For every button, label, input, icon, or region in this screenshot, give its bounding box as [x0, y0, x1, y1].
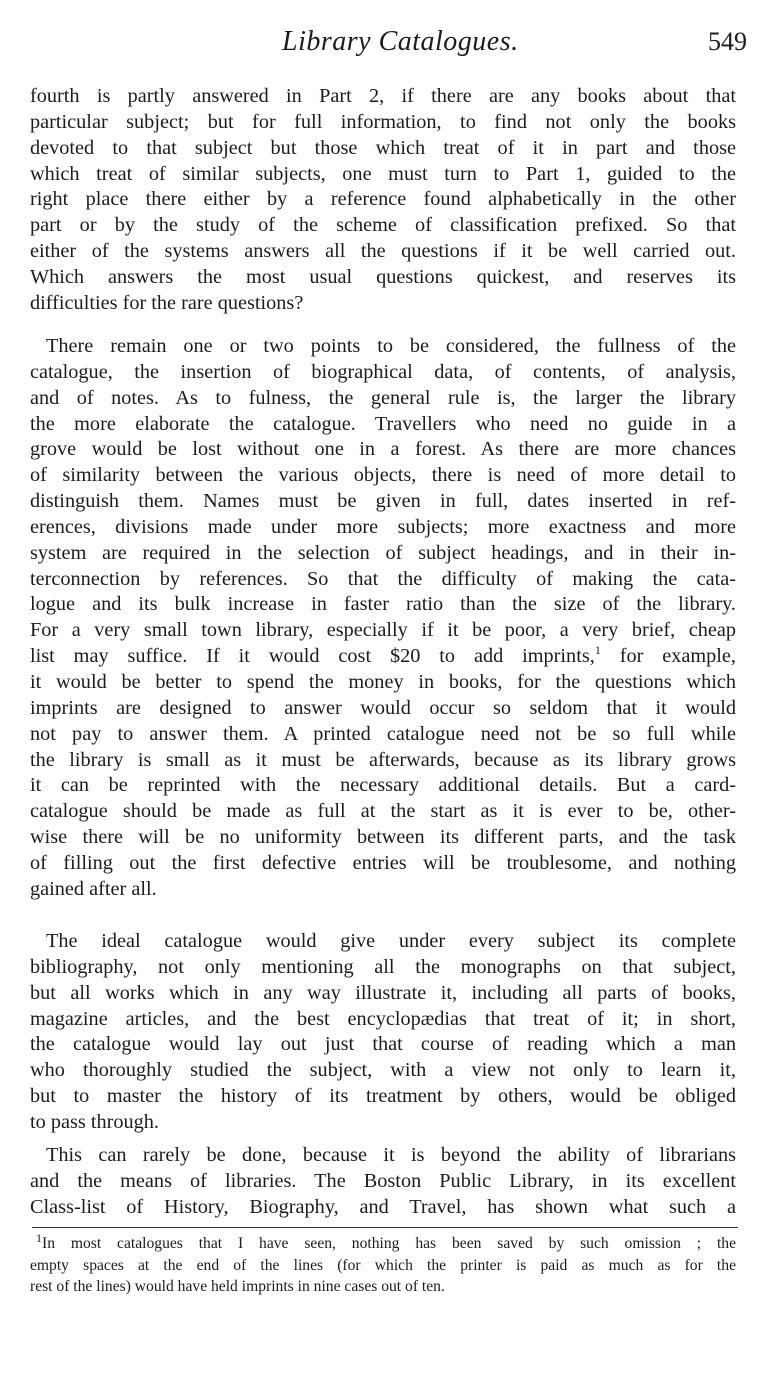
text-line: imprints are designed to answer would occur so seldom that it would	[30, 696, 736, 719]
text-line: There remain one or two points to be considered, the fullness of the	[46, 335, 736, 357]
text-line: fourth is partly answered in Part 2, if there are any books about that	[30, 85, 736, 107]
text-line: particular subject; but for full information, to find not only the books	[30, 110, 736, 133]
text-line: it can be reprinted with the necessary additional details. But a card-	[30, 774, 736, 797]
page-header	[0, 26, 773, 66]
text-line: This can rarely be done, because it is beyond the ability of librarians	[46, 1144, 736, 1166]
text-line: the library is small as it must be afterwards, because as its library grows	[30, 748, 736, 771]
text-line: terconnection by references. So that the difficulty of making the cata-	[30, 567, 736, 590]
text-line: difficulties for the rare questions?	[30, 291, 304, 314]
text-line: part or by the study of the scheme of classification prefixed. So that	[30, 214, 736, 237]
text-line: magazine articles, and the best encyclopædias that treat of it; in short,	[30, 1007, 736, 1030]
paragraph-1	[30, 84, 736, 317]
text-line: either of the systems answers all the questions if it be well carried out.	[30, 240, 736, 263]
footnote-line: rest of the lines) would have held imprints in nine cases out of ten.	[30, 1278, 445, 1295]
footnote	[30, 1233, 736, 1298]
text-line: of filling out the first defective entries will be troublesome, and nothing	[30, 851, 736, 874]
page-number: 549	[708, 27, 747, 56]
footnote-marker: 1	[36, 1233, 42, 1245]
footnote-line: empty spaces at the end of the lines (for which the printer is paid as much as for the	[30, 1256, 736, 1274]
text-line: grove would be lost without one in a forest. As there are more chances	[30, 438, 736, 461]
text-segment: list may suffice. If it would cost $20 to add imprints,	[30, 645, 595, 668]
text-line: distinguish them. Names must be given in full, dates inserted in ref-	[30, 490, 736, 513]
footnote-reference[interactable]: 1	[594, 644, 601, 658]
text-line: to pass through.	[30, 1110, 160, 1133]
text-segment: for example,	[600, 645, 736, 668]
paragraph-2	[30, 334, 736, 903]
text-line: the more elaborate the catalogue. Travellers who need no guide in a	[30, 412, 736, 435]
text-line: it would be better to spend the money in books, for the questions which	[30, 670, 736, 693]
text-line: and the means of libraries. The Boston Public Library, in its excellent	[30, 1169, 736, 1192]
text-line: but all works which in any way illustrate it, including all parts of books,	[30, 981, 736, 1004]
text-line: not pay to answer them. A printed catalogue need not be so full while	[30, 722, 736, 745]
text-line: Class-list of History, Biography, and Travel, has shown what such a	[30, 1195, 736, 1218]
text-line: Which answers the most usual questions quickest, and reserves its	[30, 265, 736, 288]
text-line: but to master the history of its treatment by others, would be obliged	[30, 1085, 736, 1108]
text-line: system are required in the selection of subject headings, and in their in-	[30, 541, 736, 564]
text-line: devoted to that subject but those which treat of it in part and those	[30, 136, 736, 159]
text-line: who thoroughly studied the subject, with a view not only to learn it,	[30, 1059, 736, 1082]
footnote-line	[30, 1233, 736, 1255]
paragraph-4	[30, 1143, 736, 1221]
text-line: and of notes. As to fulness, the general rule is, the larger the library	[30, 386, 736, 409]
text-line: catalogue should be made as full at the start as it is ever to be, other-	[30, 800, 736, 823]
running-title: Library Catalogues.	[282, 26, 519, 57]
text-line: gained after all.	[30, 877, 157, 900]
footnote-divider	[32, 1227, 738, 1228]
text-line: catalogue, the insertion of biographical data, of contents, of analysis,	[30, 360, 736, 383]
text-line-with-footnote-ref	[30, 644, 736, 670]
text-line: which treat of similar subjects, one must turn to Part 1, guided to the	[30, 162, 736, 185]
text-line: The ideal catalogue would give under every subject its complete	[46, 930, 736, 952]
text-line: For a very small town library, especially if it be poor, a very brief, cheap	[30, 619, 736, 642]
text-line: of similarity between the various objects, there is need of more detail to	[30, 464, 736, 487]
text-line: right place there either by a reference found alphabetically in the other	[30, 188, 736, 211]
text-line: logue and its bulk increase in faster ratio than the size of the library.	[30, 593, 736, 616]
text-segment: In most catalogues that I have seen, nothing has been saved by such omission ; the	[42, 1235, 736, 1252]
text-line: erences, divisions made under more subjects; more exactness and more	[30, 515, 736, 538]
text-line: bibliography, not only mentioning all the monographs on that subject,	[30, 955, 736, 978]
paragraph-3	[30, 929, 736, 1136]
text-line: wise there will be no uniformity between its different parts, and the task	[30, 826, 736, 849]
text-line: the catalogue would lay out just that course of reading which a man	[30, 1033, 736, 1056]
